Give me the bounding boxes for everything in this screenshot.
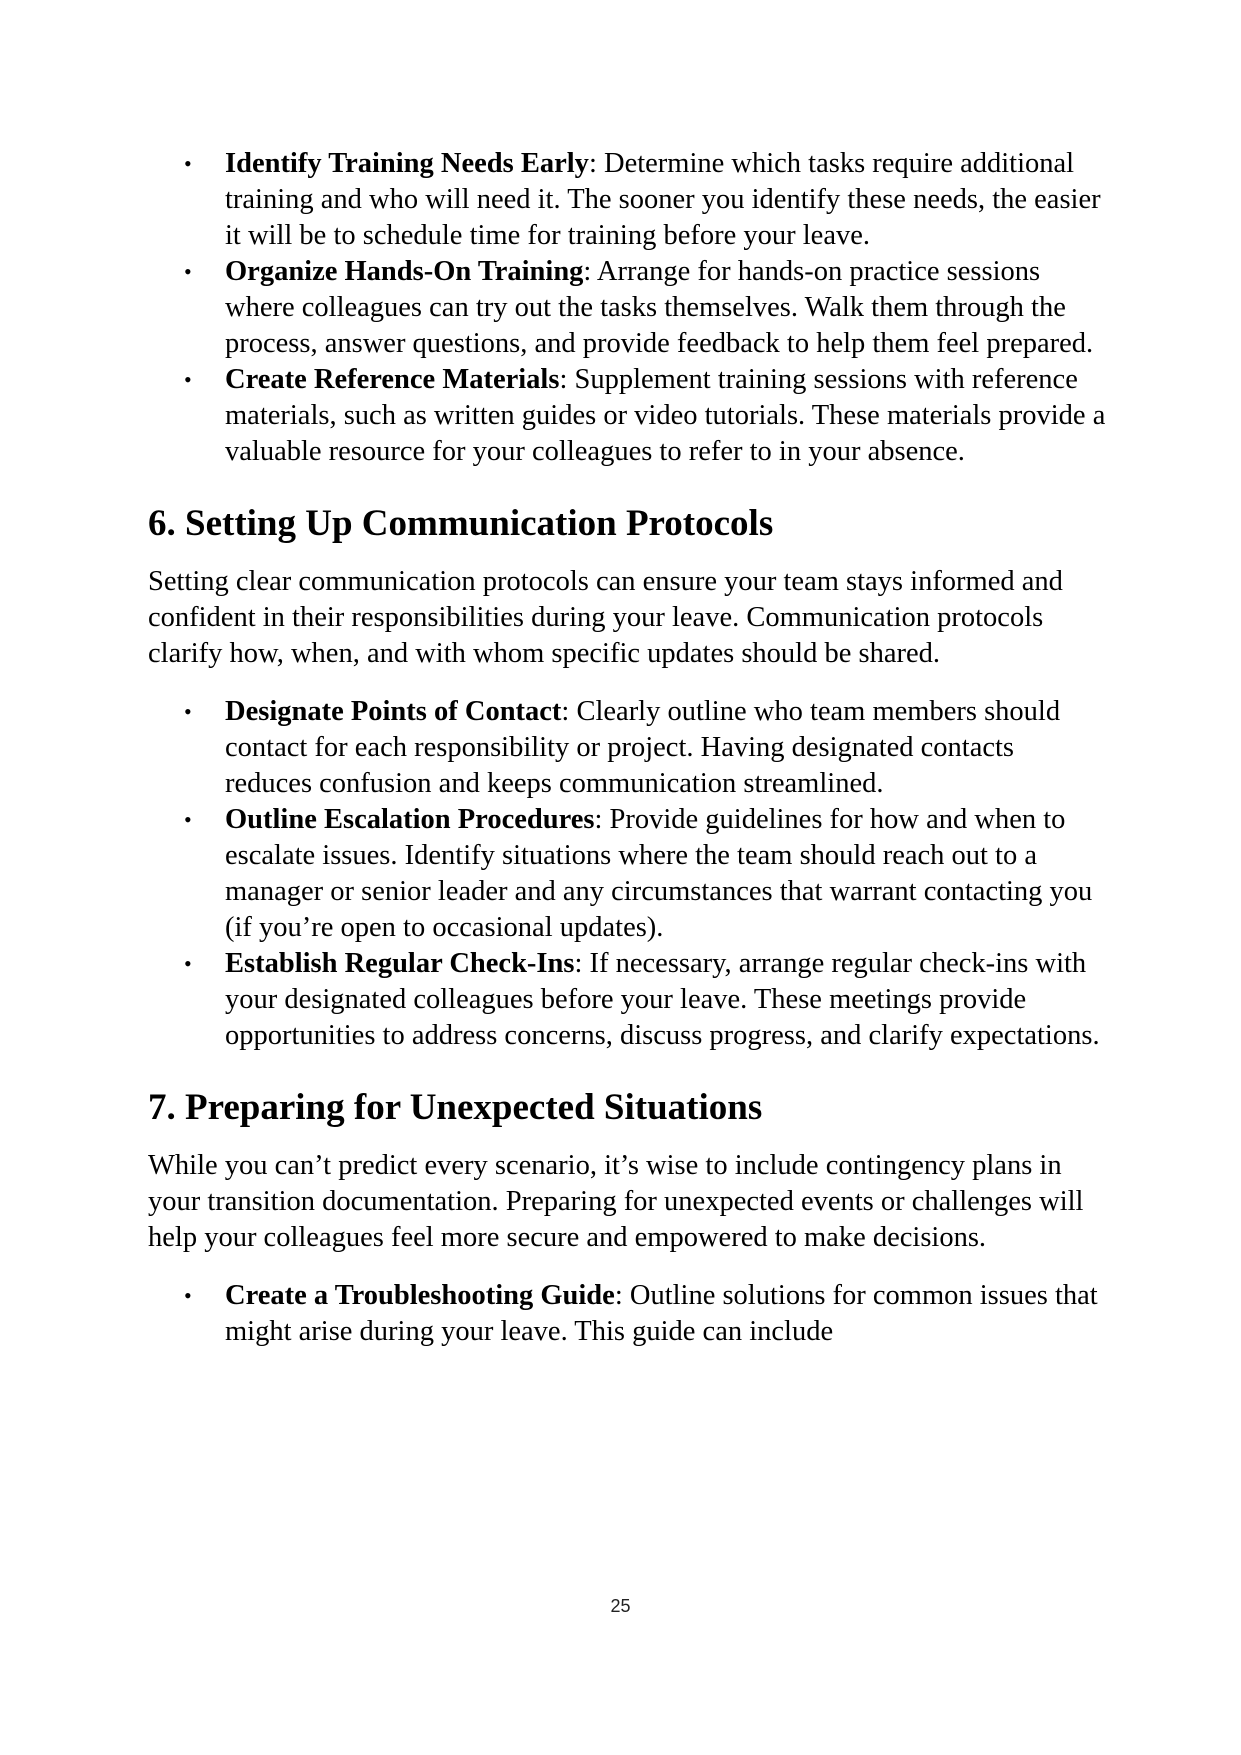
- list-item-term: Create a Troubleshooting Guide: [225, 1280, 615, 1311]
- list-item: [148, 694, 1108, 802]
- list-item-text: : If necessary, arrange regular check-ins with your designated colleagues before your leave. These meetings provide opportunities to address concerns, discuss progress, and clarify expectations.: [225, 948, 1100, 1051]
- bullet-icon: •: [184, 699, 192, 724]
- list-item-text: : Determine which tasks require additional training and who will need it. The sooner you identify these needs, the easier it will be to schedule time for training before your leave.: [225, 148, 1101, 251]
- bullet-icon: •: [184, 151, 192, 176]
- unexpected-bullet-list: [148, 1278, 1108, 1350]
- communication-bullet-list: [148, 694, 1108, 1054]
- list-item-term: Identify Training Needs Early: [225, 148, 589, 179]
- bullet-icon: •: [184, 259, 192, 284]
- list-item-text: : Clearly outline who team members should contact for each responsibility or project. Having designated contacts reduces confusion and keeps communication streamlined.: [225, 696, 1061, 799]
- bullet-icon: •: [184, 367, 192, 392]
- list-item: [148, 146, 1108, 254]
- list-item-text: : Arrange for hands-on practice sessions where colleagues can try out the tasks themselves. Walk them through the process, answer questions, and provide feedback to help them feel prepared.: [225, 256, 1094, 359]
- bullet-icon: •: [184, 807, 192, 832]
- section-6-intro: Setting clear communication protocols can ensure your team stays informed and confident in their responsibilities during your leave. Communication protocols clarify how, when, and with whom specific updates should be shared.: [148, 566, 1063, 669]
- section-6-heading: 6. Setting Up Communication Protocols: [148, 503, 774, 544]
- list-item-text: : Provide guidelines for how and when to escalate issues. Identify situations where the team should reach out to a manager or senior leader and any circumstances that warrant contacting you (if you’re open to occasional updates).: [225, 804, 1093, 943]
- list-item-term: Outline Escalation Procedures: [225, 804, 595, 835]
- bullet-icon: •: [184, 951, 192, 976]
- list-item: [148, 362, 1108, 470]
- list-item: [148, 1278, 1108, 1350]
- list-item-term: Organize Hands-On Training: [225, 256, 584, 287]
- page-content: [148, 146, 1108, 1350]
- training-bullet-list: [148, 146, 1108, 470]
- section-7-heading: 7. Preparing for Unexpected Situations: [148, 1087, 763, 1128]
- list-item-term: Establish Regular Check-Ins: [225, 948, 575, 979]
- list-item: [148, 802, 1108, 946]
- section-7-intro: While you can’t predict every scenario, it’s wise to include contingency plans in your transition documentation. Preparing for unexpected events or challenges will help your colleagues feel more secure and empowered to make decisions.: [148, 1150, 1084, 1253]
- page-number: 25: [610, 1596, 631, 1616]
- list-item-term: Create Reference Materials: [225, 364, 560, 395]
- list-item-text: : Outline solutions for common issues that might arise during your leave. This guide can include: [225, 1280, 1098, 1347]
- list-item-text: : Supplement training sessions with reference materials, such as written guides or video tutorials. These materials provide a valuable resource for your colleagues to refer to in your absence.: [225, 364, 1106, 467]
- list-item-term: Designate Points of Contact: [225, 696, 562, 727]
- list-item: [148, 254, 1108, 362]
- list-item: [148, 946, 1108, 1054]
- bullet-icon: •: [184, 1283, 192, 1308]
